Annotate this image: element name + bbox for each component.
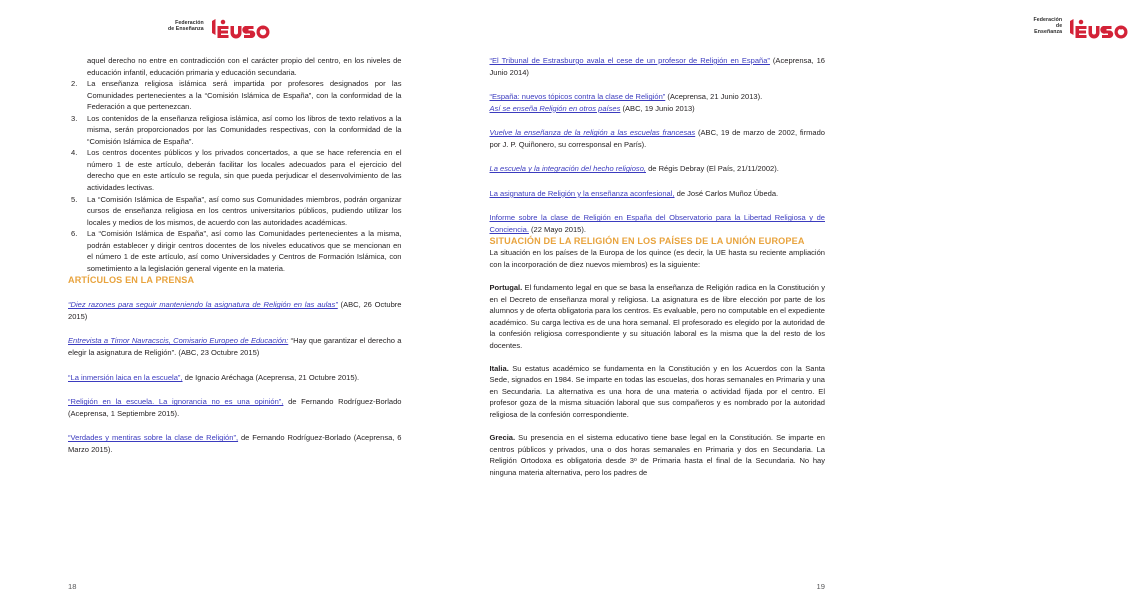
federation-logo-text [1034, 18, 1063, 35]
reference-citation: de Fernando Rodríguez-Borlado (Aceprensa, 6 Marzo 2015). [68, 433, 402, 454]
list-item-text: La “Comisión Islámica de España”, así como las Comunidades pertenecientes a la misma, podrán establecer y dirigir centros docentes de los niveles educativos que se mencionan en el número 1 de este artículo, así como Universidades y Centros de Formación Islámica, con sometimiento a la legislación general vigente en la materia. [87, 229, 402, 273]
list-item [68, 113, 402, 148]
reference-citation: de Régis Debray (El País, 21/11/2002). [646, 164, 779, 174]
country-description: Su presencia en el sistema educativo tiene base legal en la Constitución. Se imparte en centros públicos y privados, una o dos horas semanales en Primaria y dos en Secundaria. La Religión Ortodoxa es obligatoria desde 3º de Primaria hasta el final de la Secundaria. No hay ninguna materia alternativa, pero los padres de [489, 433, 825, 477]
section-heading-press: ARTÍCULOS EN LA PRENSA [68, 275, 195, 286]
reference-citation: (Aceprensa, 16 Junio 2014) [489, 56, 825, 77]
reference-link-secondary[interactable]: Así se enseña Religión en otros países [489, 103, 621, 113]
reference-citation: de Ignacio Aréchaga (Aceprensa, 21 Octubre 2015). [182, 372, 360, 382]
reference-citation: (ABC, 26 Octubre 2015) [68, 300, 402, 321]
reference-citation: de José Carlos Muñoz Úbeda. [674, 188, 779, 198]
country-paragraph-portugal [490, 282, 826, 351]
country-name: Portugal. [489, 283, 523, 293]
reference-citation-secondary: (ABC, 19 Junio 2013) [620, 103, 695, 113]
list-item-number: 3. [71, 113, 78, 123]
list-item [68, 78, 402, 113]
list-item-text: Los centros docentes públicos y los privados concertados, a que se hace referencia en el número 1 de este artículo, deberán facilitar los locales adecuados para el ejercicio del derecho que en este artículo se regula, sin que pueda perjudicar el desenvolvimiento de las actividades lectivas. [87, 148, 402, 193]
reference-citation: (22 Mayo 2015). [528, 224, 586, 234]
list-item-number: 6. [71, 229, 78, 239]
reference-link[interactable]: Entrevista a Timor Navracscis, Comisario Europeo de Educación: [68, 336, 289, 346]
press-reference [490, 188, 826, 200]
reference-link[interactable]: “Religión en la escuela. La ignorancia no es una opinión”, [68, 397, 284, 407]
country-description: Su estatus académico se fundamenta en la Constitución y en los Acuerdos con la Santa Sede, signados en 1984. Se imparte en todas las escuelas, dos horas semanales en Primaria y una en Secundaria. La alternativa es una hora de una materia o actividad fijada por el centro. El profesor goza de la misma situación laboral que sus compañeros y es nombrado por la autoridad religiosa de la confesión correspondiente. [489, 363, 825, 420]
numbered-list [68, 78, 402, 274]
press-reference [68, 335, 402, 358]
country-name: Grecia. [489, 433, 516, 443]
federation-logo-line2: de Enseñanza [168, 26, 204, 32]
feuso-logo-mark [209, 16, 273, 38]
list-item-text: La enseñanza religiosa islámica será impartida por profesores designados por las Comunidades pertenecientes a la “Comisión Islámica de España”, con la conformidad de la Federación a que pertenezcan. [87, 79, 402, 112]
country-paragraph-italia [490, 363, 826, 421]
page-number-right: 19 [816, 582, 825, 591]
list-item-number: 4. [71, 148, 78, 158]
press-reference [490, 163, 826, 175]
press-reference [490, 212, 826, 235]
reference-link[interactable]: Informe sobre la clase de Religión en España del Observatorio para la Libertad Religiosa y de Conciencia. [489, 213, 825, 234]
federation-logo-line1: Federación [175, 20, 204, 27]
reference-link[interactable]: La asignatura de Religión y la enseñanza aconfesional, [489, 188, 675, 198]
eu-intro-paragraph: La situación en los países de la Europa de los quince (es decir, la UE hasta su reciente ampliación con la incorporación de diez nuevos miembros) es la siguiente: [489, 248, 825, 270]
press-reference [490, 127, 826, 150]
page-number-left: 18 [68, 582, 77, 591]
list-item-text: Los contenidos de la enseñanza religiosa islámica, así como los libros de texto relativos a la misma, serán proporcionados por las Comunidades respectivas, con la conformidad de la “Comisión Islámica de España”. [87, 113, 402, 146]
reference-citation: de Fernando Rodríguez-Borlado (Aceprensa, 1 Septiembre 2015). [68, 397, 402, 418]
country-name: Italia. [489, 363, 509, 373]
country-description: El fundamento legal en que se basa la enseñanza de Religión radica en la Constitución y en el Decreto de enseñanza moral y religiosa. La asignatura es de libre elección por parte de los alumnos y de oferta obligatoria para los centros. Es evaluable, pero no computable en el expediente académico. Su carga lectiva es de una hora semanal. El profesorado es elegido por la autoridad de la confesión religiosa correspondiente y su situación laboral es la misma que la del resto de los docentes. [489, 283, 825, 350]
press-reference [68, 299, 402, 322]
country-paragraph-grecia [490, 432, 826, 478]
reference-citation: (Aceprensa, 21 Junio 2013). [665, 92, 763, 102]
press-reference [68, 372, 402, 384]
reference-link[interactable]: “España: nuevos tópicos contra la clase de Religión” [489, 92, 666, 102]
page-right [432, 0, 1063, 612]
press-reference [68, 432, 402, 455]
reference-link[interactable]: “La inmersión laica en la escuela”, [68, 372, 183, 382]
reference-link[interactable]: Vuelve la enseñanza de la religión a las escuelas francesas [489, 128, 696, 138]
list-item-number: 5. [71, 194, 78, 204]
list-item-number: 2. [71, 79, 78, 89]
right-column-body [490, 0, 826, 478]
press-reference [490, 91, 826, 114]
reference-link[interactable]: “Diez razones para seguir manteniendo la asignatura de Religión en las aulas” [68, 300, 338, 310]
page-left [0, 0, 432, 612]
list-item [68, 228, 402, 274]
reference-link[interactable]: La escuela y la integración del hecho religioso, [489, 164, 646, 174]
federation-logo-line2: de Enseñanza [1034, 23, 1063, 35]
press-reference [490, 55, 826, 78]
left-column-body [68, 0, 402, 455]
page-header-left [168, 14, 273, 40]
reference-citation: “Hay que garantizar el derecho a elegir la asignatura de Religión”. (ABC, 23 Octubre 2015) [68, 336, 402, 358]
press-reference [68, 396, 402, 419]
list-item [68, 194, 402, 229]
lead-in-paragraph: aquel derecho no entre en contradicción con el carácter propio del centro, en los niveles de educación infantil, educación primaria y educación secundaria. [87, 56, 402, 77]
section-heading-european-union: SITUACIÓN DE LA RELIGIÓN EN LOS PAÍSES DE LA UNIÓN EUROPEA [489, 236, 805, 247]
feuso-logo-mark [1067, 16, 1131, 38]
page-header-right [1034, 14, 1131, 40]
federation-logo-text [168, 21, 204, 33]
reference-citation: (ABC, 19 de marzo de 2002, firmado por J. P. Quiñonero, su corresponsal en París). [489, 128, 826, 149]
list-item-text: La “Comisión Islámica de España”, así como sus Comunidades miembros, podrán organizar cursos de enseñanza religiosa en los centros universitarios públicos, pudiendo utilizar los locales y medios de los mismos, de acuerdo con las autoridades académicas. [87, 194, 402, 227]
list-item [68, 147, 402, 193]
reference-link[interactable]: “El Tribunal de Estrasburgo avala el cese de un profesor de Religión en España” [489, 56, 770, 65]
federation-logo-line1: Federación [1033, 17, 1063, 24]
reference-link[interactable]: “Verdades y mentiras sobre la clase de Religión”, [68, 433, 239, 443]
